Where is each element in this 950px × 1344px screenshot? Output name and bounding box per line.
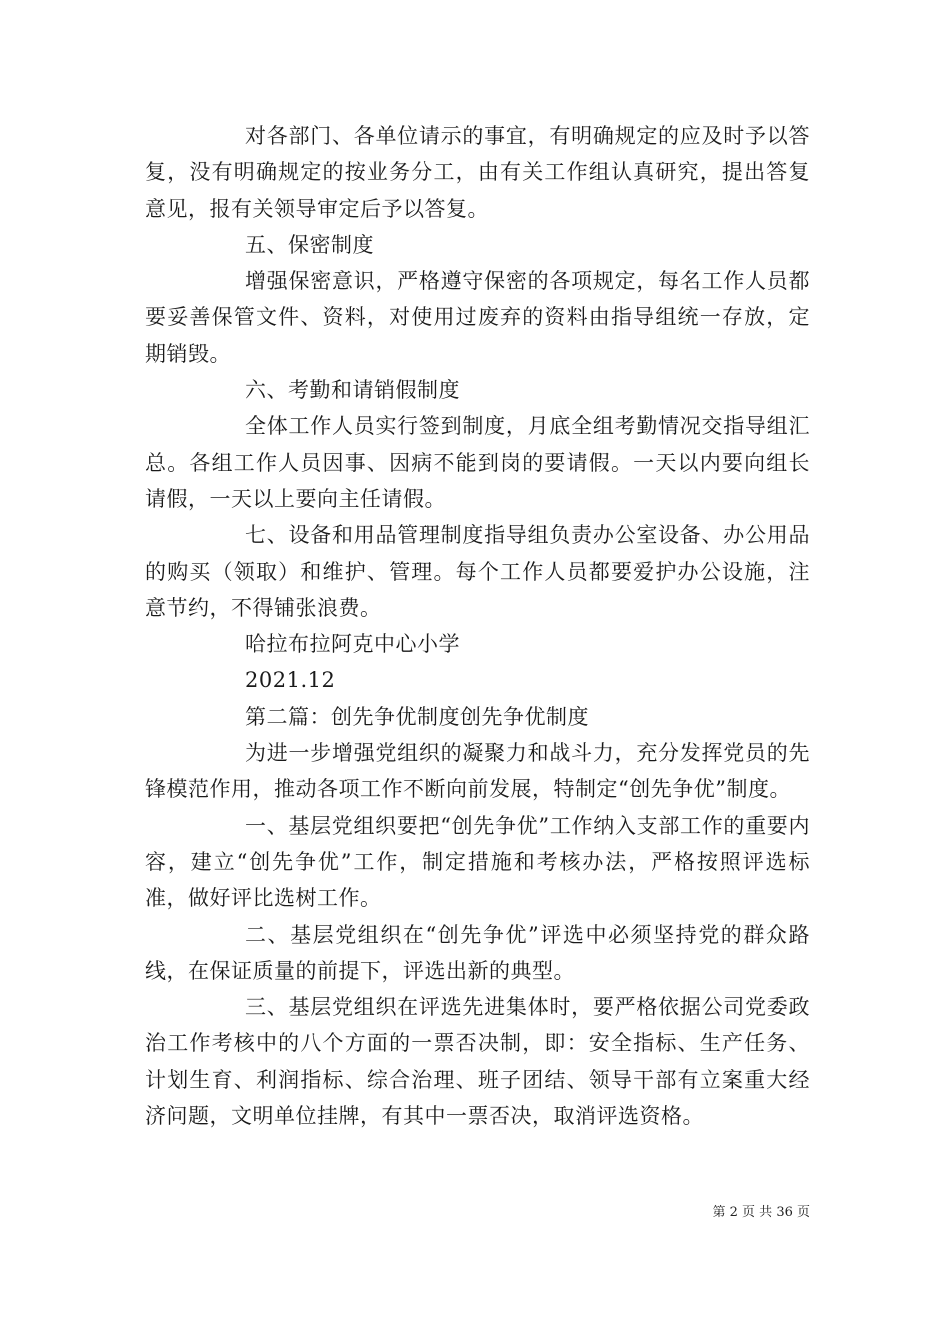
heading-attendance: 六、考勤和请销假制度 xyxy=(245,378,460,403)
paragraph-intro: 为进一步增强党组织的凝聚力和战斗力，充分发挥党员的先锋模范作用，推动各项工作不断向前发展，特制定“创先争优”制度。 xyxy=(145,741,810,802)
heading-confidentiality: 五、保密制度 xyxy=(245,232,374,257)
paragraph-item-1: 一、基层党组织要把“创先争优”工作纳入支部工作的重要内容，建立“创先争优”工作，制定措施和考核办法，严格按照评选标准，做好评比选树工作。 xyxy=(145,813,810,911)
paragraph-confidentiality: 增强保密意识，严格遵守保密的各项规定，每名工作人员都要妥善保管文件、资料，对使用过废弃的资料由指导组统一存放，定期销毁。 xyxy=(145,269,810,366)
paragraph-equipment: 七、设备和用品管理制度指导组负责办公室设备、办公用品的购买（领取）和维护、管理。每个工作人员都要爱护办公设施，注意节约，不得铺张浪费。 xyxy=(145,523,810,620)
page-number-footer: 第 2 页 共 36 页 xyxy=(712,1205,810,1220)
paragraph-item-2: 二、基层党组织在“创先争优”评选中必须坚持党的群众路线，在保证质量的前提下，评选出新的典型。 xyxy=(145,922,810,983)
paragraph-reply-requests: 对各部门、各单位请示的事宜，有明确规定的应及时予以答复，没有明确规定的按业务分工，由有关工作组认真研究，提出答复意见，报有关领导审定后予以答复。 xyxy=(145,124,810,221)
paragraph-attendance: 全体工作人员实行签到制度，月底全组考勤情况交指导组汇总。各组工作人员因事、因病不能到岗的要请假。一天以内要向组长请假，一天以上要向主任请假。 xyxy=(145,414,810,511)
signature-school: 哈拉布拉阿克中心小学 xyxy=(245,632,460,657)
signature-date: 2021.12 xyxy=(245,668,336,693)
section-title: 第二篇：创先争优制度创先争优制度 xyxy=(245,704,589,729)
document-body xyxy=(145,118,810,1134)
paragraph-item-3: 三、基层党组织在评选先进集体时，要严格依据公司党委政治工作考核中的八个方面的一票否决制，即：安全指标、生产任务、计划生育、利润指标、综合治理、班子团结、领导干部有立案重大经济问题，文明单位挂牌，有其中一票否决，取消评选资格。 xyxy=(145,995,810,1129)
